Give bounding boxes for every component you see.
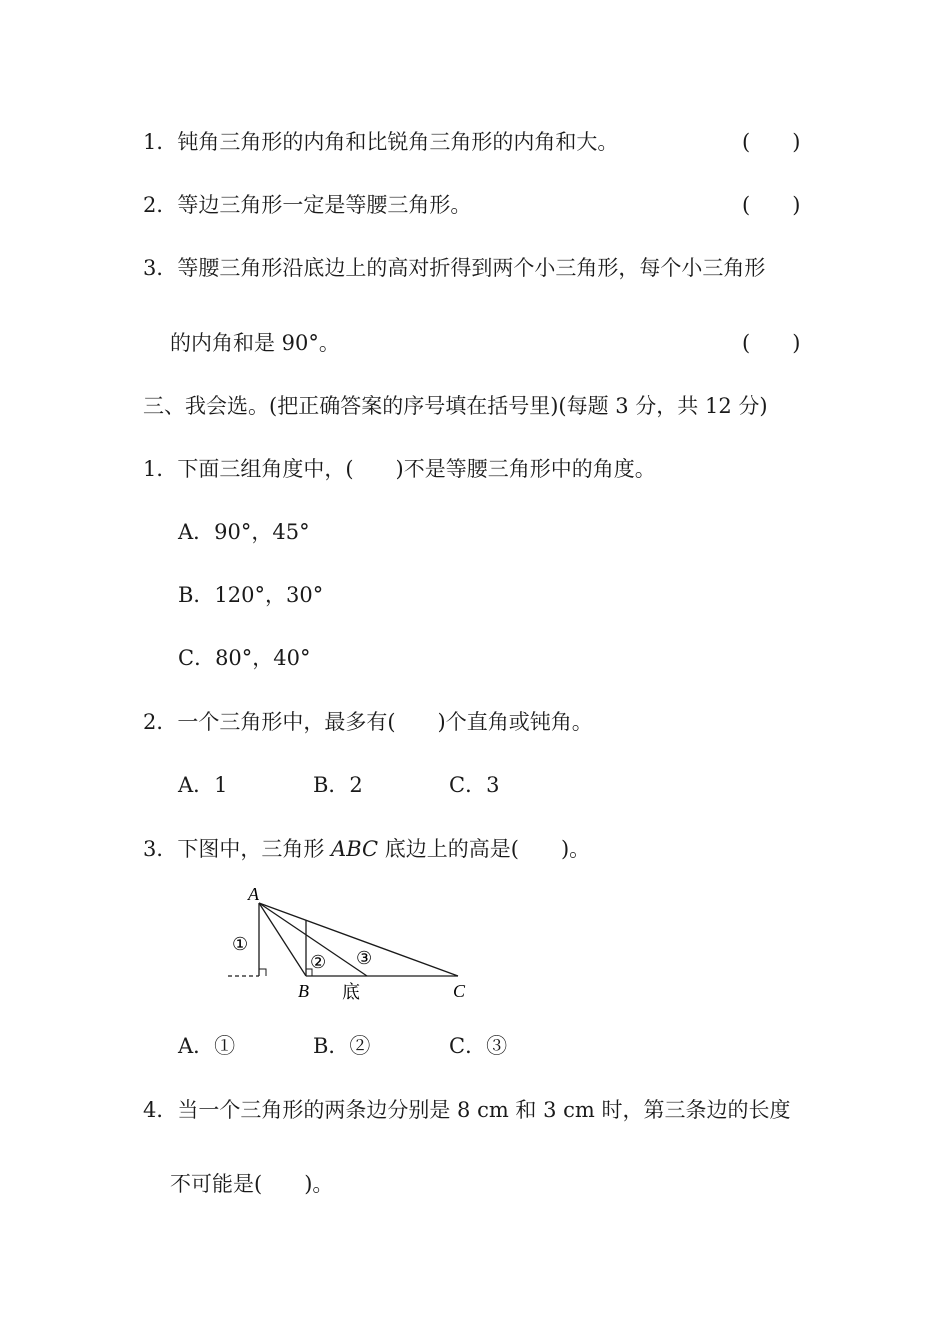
judge-q3-line1: 3．等腰三角形沿底边上的高对折得到两个小三角形，每个小三角形: [143, 256, 766, 280]
choice-q3-option-b[interactable]: B．②: [313, 1034, 371, 1058]
choice-q1-option-a[interactable]: A．90°，45°: [178, 520, 310, 544]
section3-heading: 三、我会选。(把正确答案的序号填在括号里)(每题 3 分，共 12 分): [143, 394, 768, 418]
judge-q1-text: 1．钝角三角形的内角和比锐角三角形的内角和大。: [143, 130, 619, 154]
label-c: C: [453, 981, 466, 1001]
mark-2: ②: [310, 952, 327, 972]
choice-q3-text: [143, 836, 590, 862]
choice-q2-option-a[interactable]: A．1: [178, 773, 228, 797]
choice-q1-option-b[interactable]: B．120°，30°: [178, 583, 324, 607]
choice-q4-line2: 不可能是( )。: [170, 1172, 334, 1196]
side-ab: [259, 903, 306, 976]
choice-q1-text: 1．下面三组角度中，( )不是等腰三角形中的角度。: [143, 457, 656, 481]
judge-q2-text: 2．等边三角形一定是等腰三角形。: [143, 193, 472, 217]
judge-q3-bracket[interactable]: ( ): [742, 331, 801, 355]
choice-q3-triangle-name: ABC: [331, 837, 379, 861]
choice-q3-suffix: 底边上的高是( )。: [378, 837, 591, 861]
label-a: A: [248, 884, 259, 904]
judge-q3-line2: 的内角和是 90°。: [170, 331, 340, 355]
choice-q3-option-c[interactable]: C．③: [449, 1034, 508, 1058]
choice-q2-text: 2．一个三角形中，最多有( )个直角或钝角。: [143, 710, 593, 734]
mark-1: ①: [232, 934, 249, 954]
choice-q2-option-b[interactable]: B．2: [313, 773, 363, 797]
choice-q3-option-a[interactable]: A．①: [178, 1034, 236, 1058]
mark-3: ③: [356, 948, 373, 968]
triangle-figure: [222, 882, 482, 1007]
right-angle-mark-1: [259, 969, 266, 976]
choice-q3-prefix: 3．下图中，三角形: [143, 837, 332, 861]
choice-q2-option-c[interactable]: C．3: [449, 773, 500, 797]
choice-q1-option-c[interactable]: C．80°，40°: [178, 646, 311, 670]
label-base: 底: [342, 982, 360, 1002]
label-b: B: [298, 981, 309, 1001]
judge-q1-bracket[interactable]: ( ): [742, 130, 801, 154]
judge-q2-bracket[interactable]: ( ): [742, 193, 801, 217]
choice-q4-line1: 4．当一个三角形的两条边分别是 8 cm 和 3 cm 时，第三条边的长度: [143, 1098, 791, 1122]
